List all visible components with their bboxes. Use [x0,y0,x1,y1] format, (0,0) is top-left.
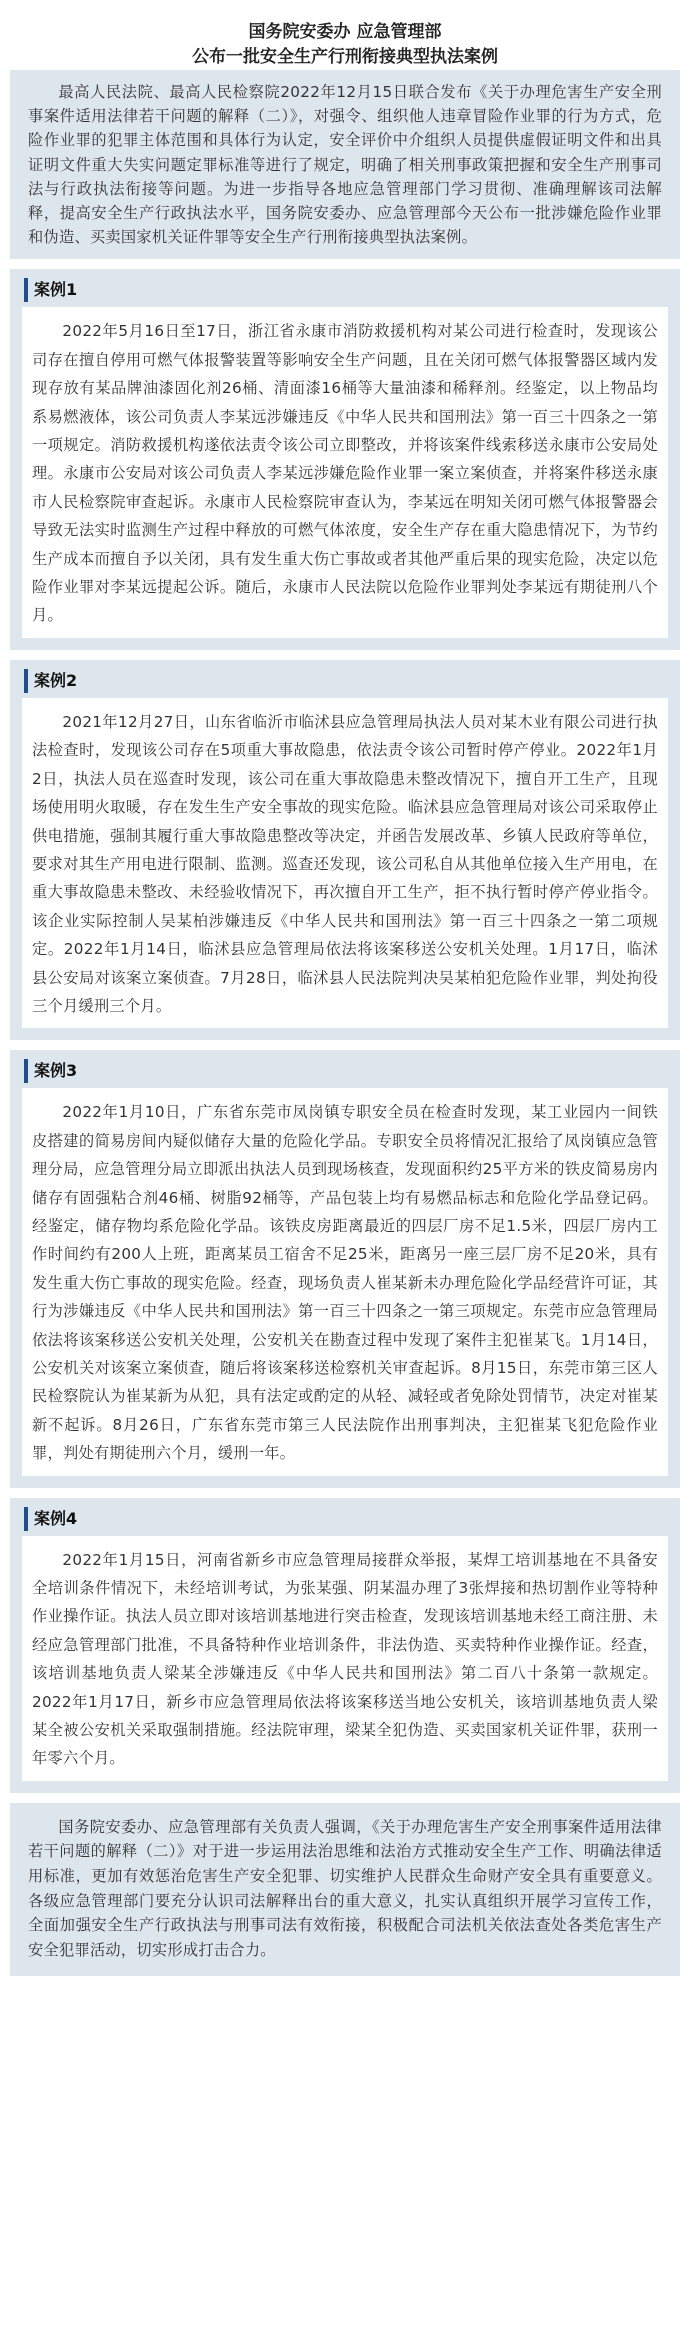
header-line-1: 国务院安委办 应急管理部 [248,22,442,42]
case-panel-2 [10,660,680,1040]
intro-paragraph: 最高人民法院、最高人民检察院2022年12月15日联合发布《关于办理危害生产安全刑事案件适用法律若干问题的解释（二）》，对强令、组织他人违章冒险作业罪的行为方式，危险作业罪的犯罪主体范围和具体行为认定，安全评价中介组织人员提供虚假证明文件和出具证明文件重大失实问题定罪标准等进行了规定，明确了相关刑事政策把握和安全生产刑事司法与行政执法衔接等问题。为进一步指导各地应急管理部门学习贯彻、准确理解该司法解释，提高安全生产行政执法水平，国务院安委办、应急管理部今天公布一批涉嫌危险作业罪和伪造、买卖国家机关证件罪等安全生产行刑衔接典型执法案例。 [28,83,662,247]
header-line-2: 公布一批安全生产行刑衔接典型执法案例 [192,47,498,67]
case-label: 案例3 [24,1059,77,1083]
case-paragraph: 2022年1月10日，广东省东莞市凤岗镇专职安全员在检查时发现，某工业园内一间铁皮搭建的简易房间内疑似储存大量的危险化学品。专职安全员将情况汇报给了凤岗镇应急管理分局，应急管理分局立即派出执法人员到现场核查，发现面积约25平方米的铁皮简易房内储存有固强粘合剂46桶、树脂92桶等，产品包装上均有易燃品标志和危险化学品登记码。经鉴定，储存物均系危险化学品。该铁皮房距离最近的四层厂房不足1.5米，四层厂房内工作时间约有200人上班，距离某员工宿舍不足25米，距离另一座三层厂房不足20米，具有发生重大伤亡事故的现实危险。经查，现场负责人崔某新未办理危险化学品经营许可证，其行为涉嫌违反《中华人民共和国刑法》第一百三十四条之一第三项规定。东莞市应急管理局依法将该案移送公安机关处理，公安机关在勘查过程中发现了案件主犯崔某飞。1月14日，公安机关对该案立案侦查，随后将该案移送检察机关审查起诉。8月15日，东莞市第三区人民检察院认为崔某新为从犯，具有法定或酌定的从轻、减轻或者免除处罚情节，决定对崔某新不起诉。8月26日，广东省东莞市第三人民法院作出刑事判决，主犯崔某飞犯危险作业罪，判处有期徒刑六个月，缓刑一年。 [32,1103,658,1463]
case-panel-3 [10,1050,680,1487]
article-header [0,0,690,70]
case-box [22,307,668,637]
intro-panel [10,70,680,259]
case-panel-4 [10,1498,680,1793]
case-box [22,698,668,1028]
case-paragraph: 2022年5月16日至17日，浙江省永康市消防救援机构对某公司进行检查时，发现该公司存在擅自停用可燃气体报警装置等影响安全生产问题，且在关闭可燃气体报警器区域内发现存放有某品牌油漆固化剂26桶、清面漆16桶等大量油漆和稀释剂。经鉴定，以上物品均系易燃液体，该公司负责人李某远涉嫌违反《中华人民共和国刑法》第一百三十四条之一第一项规定。消防救援机构遂依法责令该公司立即整改，并将该案件线索移送永康市公安局处理。永康市公安局对该公司负责人李某远涉嫌危险作业罪一案立案侦查，并将案件移送永康市人民检察院审查起诉。永康市人民检察院审查认为，李某远在明知关闭可燃气体报警器会导致无法实时监测生产过程中释放的可燃气体浓度，安全生产存在重大隐患情况下，为节约生产成本而擅自予以关闭，具有发生重大伤亡事故或者其他严重后果的现实危险，决定以危险作业罪对李某远提起公诉。随后，永康市人民法院以危险作业罪判处李某远有期徒刑八个月。 [32,322,658,625]
case-paragraph: 2021年12月27日，山东省临沂市临沭县应急管理局执法人员对某木业有限公司进行执法检查时，发现该公司存在5项重大事故隐患，依法责令该公司暂时停产停业。2022年1月2日，执法人员在巡查时发现，该公司在重大事故隐患未整改情况下，擅自开工生产，且现场使用明火取暖，存在发生生产安全事故的现实危险。临沭县应急管理局对该公司采取停止供电措施，强制其履行重大事故隐患整改等决定，并函告发展改革、乡镇人民政府等单位，要求对其生产用电进行限制、监测。巡查还发现，该公司私自从其他单位接入生产用电，在重大事故隐患未整改、未经验收情况下，再次擅自开工生产，拒不执行暂时停产停业指令。该企业实际控制人吴某柏涉嫌违反《中华人民共和国刑法》第一百三十四条之一第二项规定。2022年1月14日，临沭县应急管理局依法将该案移送公安机关处理。1月17日，临沭县公安局对该案立案侦查。7月28日，临沭县人民法院判决吴某柏犯危险作业罪，判处拘役三个月缓刑三个月。 [32,712,658,1015]
closing-panel [10,1803,680,1977]
case-box [22,1088,668,1475]
case-label: 案例2 [24,669,77,693]
case-label: 案例1 [24,278,77,302]
closing-paragraph: 国务院安委办、应急管理部有关负责人强调，《关于办理危害生产安全刑事案件适用法律若干问题的解释（二）》对于进一步运用法治思维和法治方式推动安全生产工作、明确法律适用标准，更加有效惩治危害生产安全犯罪、切实维护人民群众生命财产安全具有重要意义。各级应急管理部门要充分认识司法解释出台的重大意义，扎实认真组织开展学习宣传工作，全面加强安全生产行政执法与刑事司法有效衔接，积极配合司法机关依法查处各类危害生产安全犯罪活动，切实形成打击合力。 [28,1817,662,1959]
case-box [22,1536,668,1781]
case-paragraph: 2022年1月15日，河南省新乡市应急管理局接群众举报，某焊工培训基地在不具备安全培训条件情况下，未经培训考试，为张某强、阴某温办理了3张焊接和热切割作业等特种作业操作证。执法人员立即对该培训基地进行突击检查，发现该培训基地未经工商注册、未经应急管理部门批准，不具备特种作业培训条件，非法伪造、买卖特种作业操作证。经查，该培训基地负责人梁某全涉嫌违反《中华人民共和国刑法》第二百八十条第一款规定。2022年1月17日，新乡市应急管理局依法将该案移送当地公安机关，该培训基地负责人梁某全被公安机关采取强制措施。经法院审理，梁某全犯伪造、买卖国家机关证件罪，获刑一年零六个月。 [32,1550,658,1768]
case-label: 案例4 [24,1507,77,1531]
case-panel-1 [10,269,680,649]
